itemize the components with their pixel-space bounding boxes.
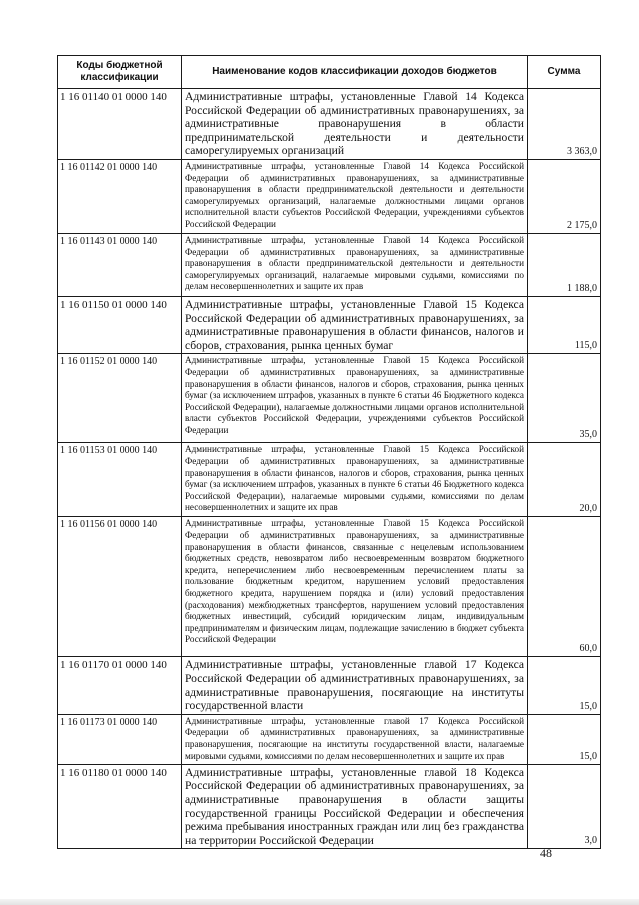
- table-row: [58, 159, 601, 233]
- table-row: [58, 233, 601, 296]
- row-code: 1 16 01153 01 0000 140: [58, 443, 182, 517]
- table-row: [58, 354, 601, 443]
- row-name: Административные штрафы, установленные главой 18 Кодекса Российской Федерации об административных правонарушениях, за административные правонарушения в области защиты государственной границы Российской Федерации и обеспечения режима пребывания иностранных граждан или лиц без гражданства на территории Российской Федерации: [182, 764, 528, 849]
- table-row: [58, 517, 601, 657]
- row-code: 1 16 01170 01 0000 140: [58, 657, 182, 714]
- table-row: [58, 657, 601, 714]
- row-code: 1 16 01150 01 0000 140: [58, 296, 182, 353]
- row-sum: 115,0: [528, 296, 601, 353]
- row-code: 1 16 01156 01 0000 140: [58, 517, 182, 657]
- table-row: [58, 89, 601, 160]
- row-code: 1 16 01173 01 0000 140: [58, 714, 182, 764]
- row-sum: 60,0: [528, 517, 601, 657]
- table-row: [58, 764, 601, 849]
- header-sum: Сумма: [528, 56, 601, 89]
- header-code: Коды бюджетной классификации: [58, 56, 182, 89]
- table-row: [58, 296, 601, 353]
- row-code: 1 16 01140 01 0000 140: [58, 89, 182, 160]
- budget-classification-table: [57, 55, 601, 849]
- row-sum: 1 188,0: [528, 233, 601, 296]
- row-code: 1 16 01152 01 0000 140: [58, 354, 182, 443]
- row-code: 1 16 01143 01 0000 140: [58, 233, 182, 296]
- table-row: [58, 443, 601, 517]
- row-name: Административные штрафы, установленные главой 17 Кодекса Российской Федерации об административных правонарушениях, за административные правонарушения, посягающие на институты государственной власти, налагаемые мировыми судьями, комиссиями по делам несовершеннолетних и защите их прав: [182, 714, 528, 764]
- row-sum: 15,0: [528, 657, 601, 714]
- page-bottom-edge: [0, 899, 639, 905]
- row-sum: 15,0: [528, 714, 601, 764]
- row-name: Административные штрафы, установленные Главой 15 Кодекса Российской Федерации об административных правонарушениях, за административные правонарушения в области финансов, связанные с нецелевым использованием бюджетных средств, невозвратом либо несвоевременным возвратом бюджетного кредита, неперечислением либо несвоевременным перечислением платы за пользование бюджетным кредитом, нарушением условий предоставления бюджетного кредита, нарушением порядка и (или) условий предоставления (расходования) межбюджетных трансфертов, нарушением условий предоставления бюджетных инвестиций, субсидий юридическим лицам, индивидуальным предпринимателям и физическим лицам, подлежащие зачислению в бюджет субъекта Российской Федерации: [182, 517, 528, 657]
- row-name: Административные штрафы, установленные Главой 15 Кодекса Российской Федерации об административных правонарушениях, за административные правонарушения в области финансов, налогов и сборов, страхования, рынка ценных бумаг (за исключением штрафов, указанных в пункте 6 статьи 46 Бюджетного кодекса Российской Федерации), налагаемые должностными лицами органов исполнительной власти субъектов Российской Федерации, учреждениями субъектов Российской Федерации: [182, 354, 528, 443]
- row-name: Административные штрафы, установленные Главой 14 Кодекса Российской Федерации об административных правонарушениях, за административные правонарушения в области предпринимательской деятельности и деятельности саморегулируемых организаций, налагаемые мировыми судьями, комиссиями по делам несовершеннолетних и защите их прав: [182, 233, 528, 296]
- row-name: Административные штрафы, установленные Главой 15 Кодекса Российской Федерации об административных правонарушениях, за административные правонарушения в области финансов, налогов и сборов, страхования, рынка ценных бумаг: [182, 296, 528, 353]
- page-number: 48: [540, 846, 552, 860]
- row-name: Административные штрафы, установленные главой 17 Кодекса Российской Федерации об административных правонарушениях, за административные правонарушения, посягающие на институты государственной власти: [182, 657, 528, 714]
- header-name: Наименование кодов классификации доходов бюджетов: [182, 56, 528, 89]
- row-code: 1 16 01180 01 0000 140: [58, 764, 182, 849]
- row-code: 1 16 01142 01 0000 140: [58, 159, 182, 233]
- row-sum: 35,0: [528, 354, 601, 443]
- row-sum: 20,0: [528, 443, 601, 517]
- row-name: Административные штрафы, установленные Главой 14 Кодекса Российской Федерации об административных правонарушениях, за административные правонарушения в области предпринимательской деятельности и деятельности саморегулируемых организаций, налагаемые должностными лицами органов исполнительной власти субъектов Российской Федерации, учреждениями субъектов Российской Федерации: [182, 159, 528, 233]
- row-name: Административные штрафы, установленные Главой 15 Кодекса Российской Федерации об административных правонарушениях, за административные правонарушения в области финансов, налогов и сборов, страхования, рынка ценных бумаг (за исключением штрафов, указанных в пункте 6 статьи 46 Бюджетного кодекса Российской Федерации), налагаемые мировыми судьями, комиссиями по делам несовершеннолетних и защите их прав: [182, 443, 528, 517]
- row-name: Административные штрафы, установленные Главой 14 Кодекса Российской Федерации об административных правонарушениях, за административные правонарушения в области предпринимательской деятельности и деятельности саморегулируемых организаций: [182, 89, 528, 160]
- table-header-row: [58, 56, 601, 89]
- row-sum: 2 175,0: [528, 159, 601, 233]
- table-row: [58, 714, 601, 764]
- row-sum: 3 363,0: [528, 89, 601, 160]
- row-sum: 3,0: [528, 764, 601, 849]
